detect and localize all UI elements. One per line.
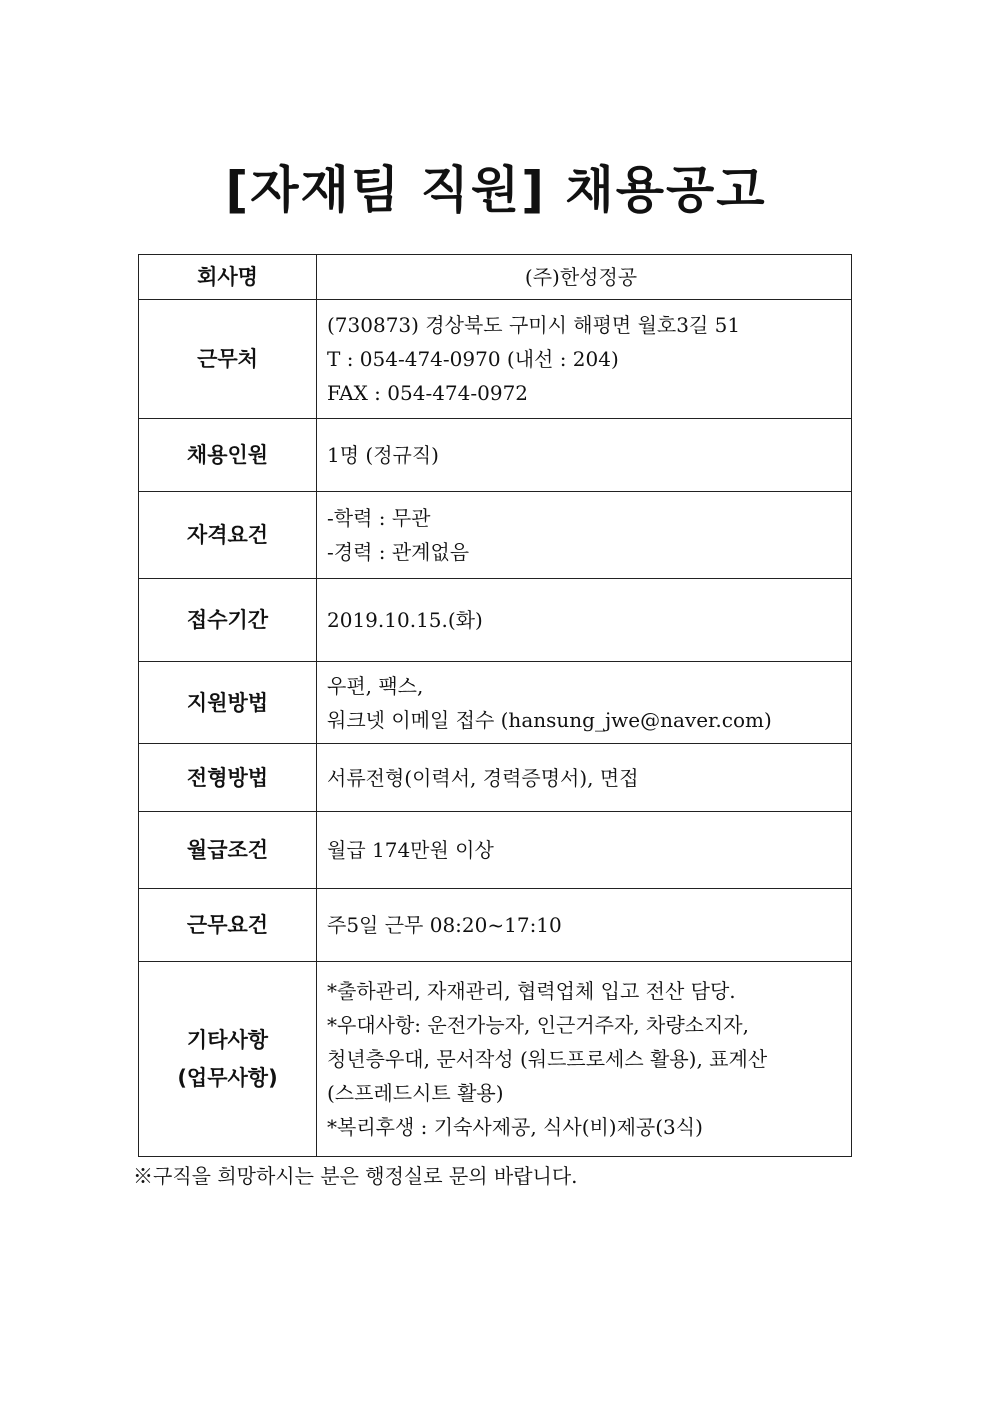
row-label-text: 월급조건 xyxy=(186,838,269,862)
row-value-line: *복리후생 : 기숙사제공, 식사(비)제공(3식) xyxy=(327,1115,703,1139)
row-value xyxy=(317,300,852,419)
row-label xyxy=(139,889,317,962)
table-row-other-details xyxy=(139,962,852,1157)
table-row-application-method xyxy=(139,662,852,744)
row-label xyxy=(139,419,317,492)
row-value-line: 우편, 팩스, xyxy=(327,673,424,698)
row-label xyxy=(139,812,317,889)
row-label xyxy=(139,492,317,579)
table-row-workplace xyxy=(139,300,852,419)
row-value xyxy=(317,662,852,744)
row-value-line: 1명 (정규직) xyxy=(327,443,439,467)
row-value-line: 월급 174만원 이상 xyxy=(327,838,494,862)
row-value-line: *출하관리, 자재관리, 협력업체 입고 전산 담당. xyxy=(327,979,736,1003)
row-value-line: 서류전형(이력서, 경력증명서), 면접 xyxy=(327,765,639,790)
row-value-line: *우대사항: 운전가능자, 인근거주자, 차량소지자, xyxy=(327,1013,749,1037)
row-value-line: (주)한성정공 xyxy=(524,265,638,289)
table-row-company xyxy=(139,255,852,300)
table-row-salary xyxy=(139,812,852,889)
row-label-text: 자격요건 xyxy=(186,523,269,547)
row-label-text: 기타사항 xyxy=(186,1028,269,1052)
row-value-line: -학력 : 무관 xyxy=(327,506,431,530)
footnote: ※구직을 희망하시는 분은 행정실로 문의 바랍니다. xyxy=(133,1164,578,1188)
page-title: [자재팀 직원] 채용공고 xyxy=(225,161,767,219)
row-label-text: 근무요건 xyxy=(186,913,269,937)
row-value xyxy=(317,744,852,812)
row-label-text: 접수기간 xyxy=(186,608,269,632)
row-value xyxy=(317,812,852,889)
row-value xyxy=(317,962,852,1157)
row-value-line: 청년층우대, 문서작성 (워드프로세스 활용), 표계산 xyxy=(327,1047,768,1071)
row-value-line: -경력 : 관계없음 xyxy=(327,540,470,564)
row-label-text: (업무사항) xyxy=(177,1066,278,1090)
row-value-line: (스프레드시트 활용) xyxy=(327,1081,504,1105)
row-label xyxy=(139,662,317,744)
table-row-headcount xyxy=(139,419,852,492)
row-value-line: (730873) 경상북도 구미시 해평면 월호3길 51 xyxy=(327,313,741,337)
row-label-text: 근무처 xyxy=(197,347,258,371)
row-value xyxy=(317,889,852,962)
row-value-line: FAX : 054-474-0972 xyxy=(327,381,529,405)
row-label xyxy=(139,744,317,812)
row-label xyxy=(139,579,317,662)
row-value-line: T : 054-474-0970 (내선 : 204) xyxy=(327,347,619,371)
row-label-text: 회사명 xyxy=(197,265,258,289)
row-label xyxy=(139,300,317,419)
table-row-selection-method xyxy=(139,744,852,812)
row-value xyxy=(317,255,852,300)
row-value-line: 주5일 근무 08:20~17:10 xyxy=(327,913,562,937)
row-label-text: 전형방법 xyxy=(186,765,269,790)
row-value-line: 워크넷 이메일 접수 (hansung_jwe@naver.com) xyxy=(327,707,772,732)
row-label-text: 채용인원 xyxy=(186,443,269,467)
table-row-qualifications xyxy=(139,492,852,579)
row-label xyxy=(139,962,317,1157)
row-value xyxy=(317,419,852,492)
row-label-text: 지원방법 xyxy=(186,690,269,715)
row-label xyxy=(139,255,317,300)
row-value-line: 2019.10.15.(화) xyxy=(327,608,483,632)
job-posting-table xyxy=(138,254,852,1157)
table-row-working-conditions xyxy=(139,889,852,962)
row-value xyxy=(317,492,852,579)
table-row-application-period xyxy=(139,579,852,662)
row-value xyxy=(317,579,852,662)
